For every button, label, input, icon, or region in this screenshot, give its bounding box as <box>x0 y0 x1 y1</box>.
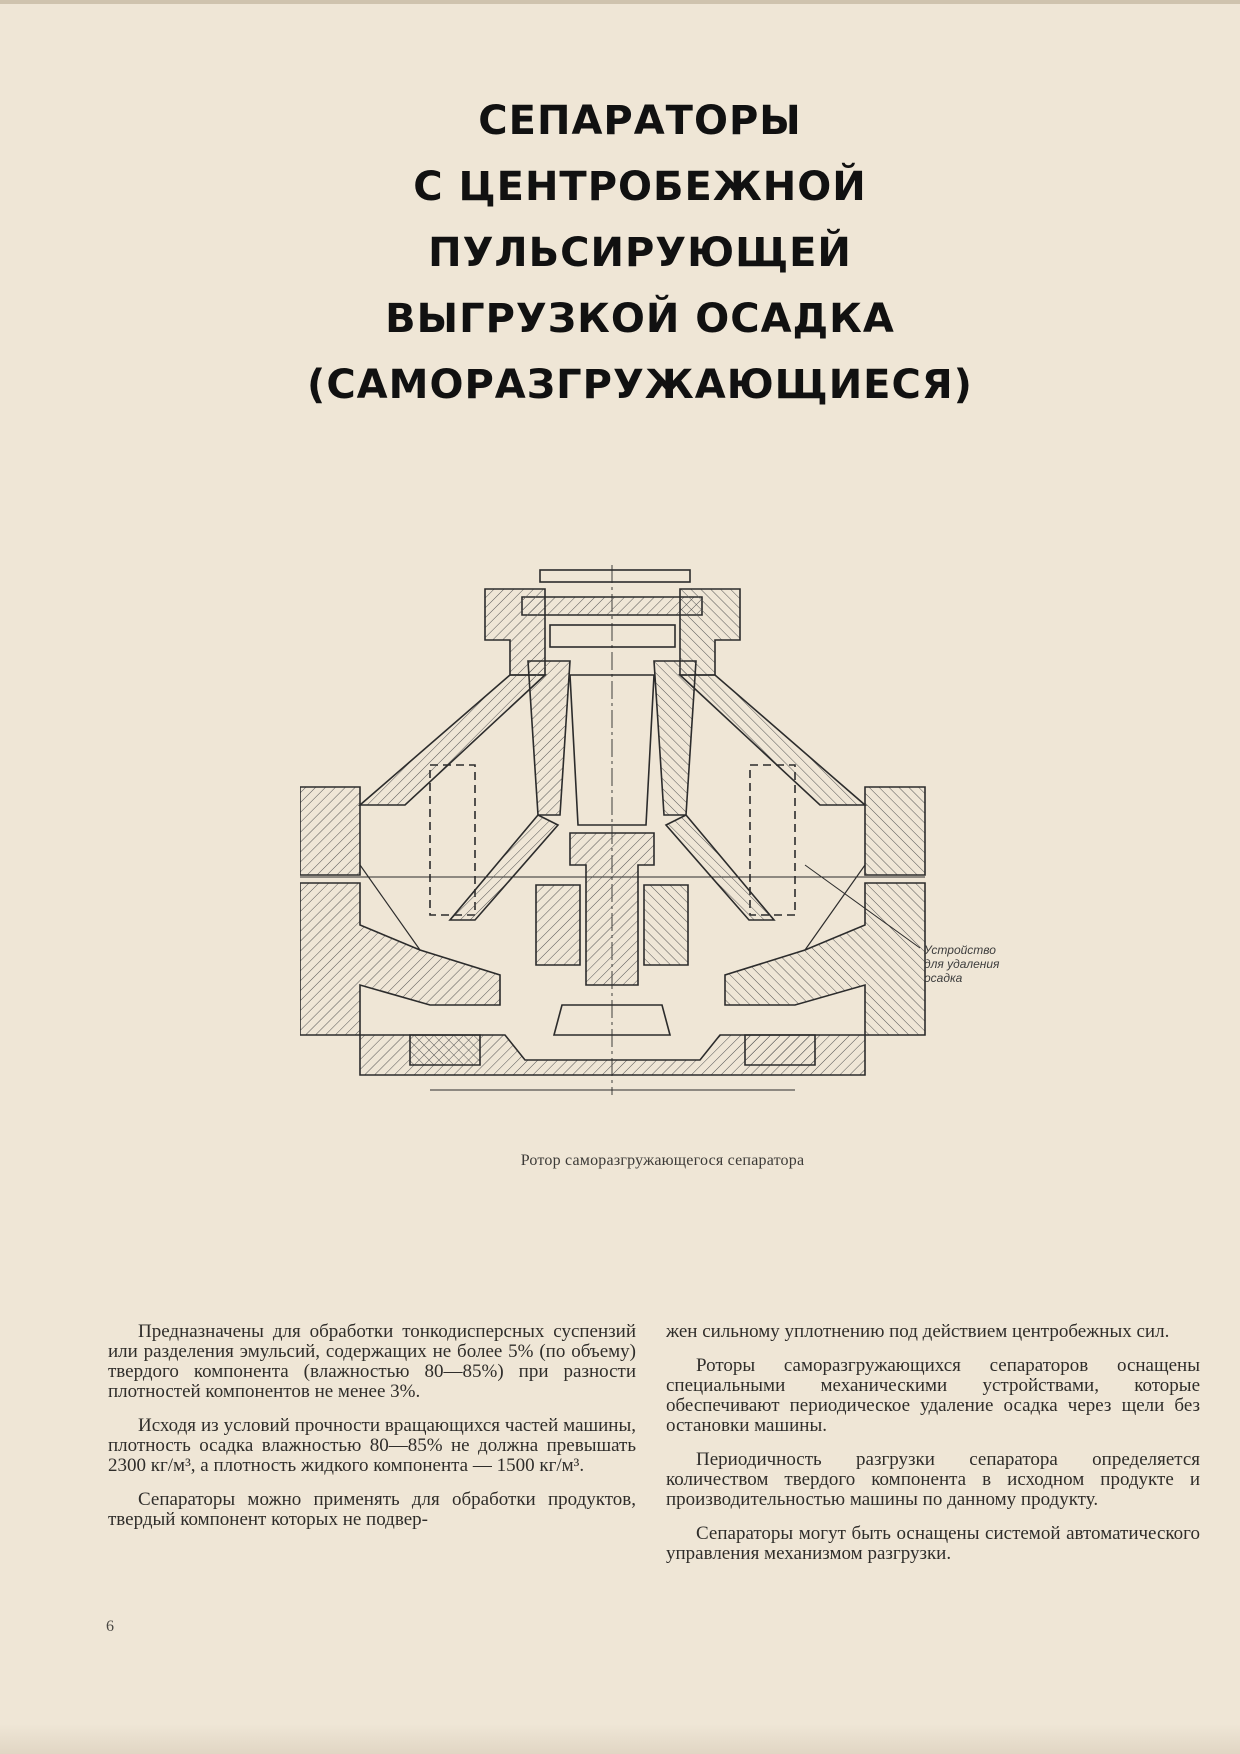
separator-rotor-drawing <box>300 565 1020 1105</box>
page-shadow <box>0 1724 1240 1754</box>
paragraph: Предназначены для обработки тонкодисперсных суспензий или разделения эмульсий, содержащих не более 5% (по объему) твердого компонента (влажностью 80—85%) при разности плотностей компонентов не менее 3%. <box>108 1321 636 1402</box>
paragraph: Сепараторы можно применять для обработки продуктов, твердый компонент которых не подвер- <box>108 1489 636 1530</box>
title-line: С ЦЕНТРОБЕЖНОЙ <box>413 164 867 210</box>
figure-caption: Ротор саморазгружающегося сепаратора <box>520 1152 805 1169</box>
title-line: СЕПАРАТОРЫ <box>478 98 802 144</box>
drawing-callout <box>924 943 1044 985</box>
body-column-left <box>108 1322 636 1544</box>
paragraph: Исходя из условий прочности вращающихся частей машины, плотность осадка влажностью 80—85% не должна превышать 2300 кг/м³, а плотность жидкого компонента — 1500 кг/м³. <box>108 1415 636 1476</box>
page-edge <box>0 0 1240 4</box>
callout-line: для удаления <box>924 957 1000 971</box>
paragraph: Периодичность разгрузки сепаратора определяется количеством твердого компонента в исходном продукте и производительностью машины по данному продукту. <box>666 1449 1200 1510</box>
technical-drawing <box>300 565 1020 1105</box>
body-column-right <box>666 1322 1200 1578</box>
page-number: 6 <box>106 1618 114 1635</box>
title-line: ВЫГРУЗКОЙ ОСАДКА <box>385 296 895 342</box>
paragraph: Роторы саморазгружающихся сепараторов оснащены специальными механическими устройствами, которые обеспечивают периодическое удаление осадка через щели без остановки машины. <box>666 1355 1200 1436</box>
callout-line: осадка <box>924 971 963 985</box>
title-line: ПУЛЬСИРУЮЩЕЙ <box>428 230 852 276</box>
callout-line: Устройство <box>924 943 996 957</box>
paragraph: Сепараторы могут быть оснащены системой автоматического управления механизмом разгрузки. <box>666 1523 1200 1564</box>
title-line: (САМОРАЗГРУЖАЮЩИЕСЯ) <box>307 362 973 408</box>
paragraph: жен сильному уплотнению под действием центробежных сил. <box>666 1321 1170 1342</box>
page-title <box>300 88 980 418</box>
